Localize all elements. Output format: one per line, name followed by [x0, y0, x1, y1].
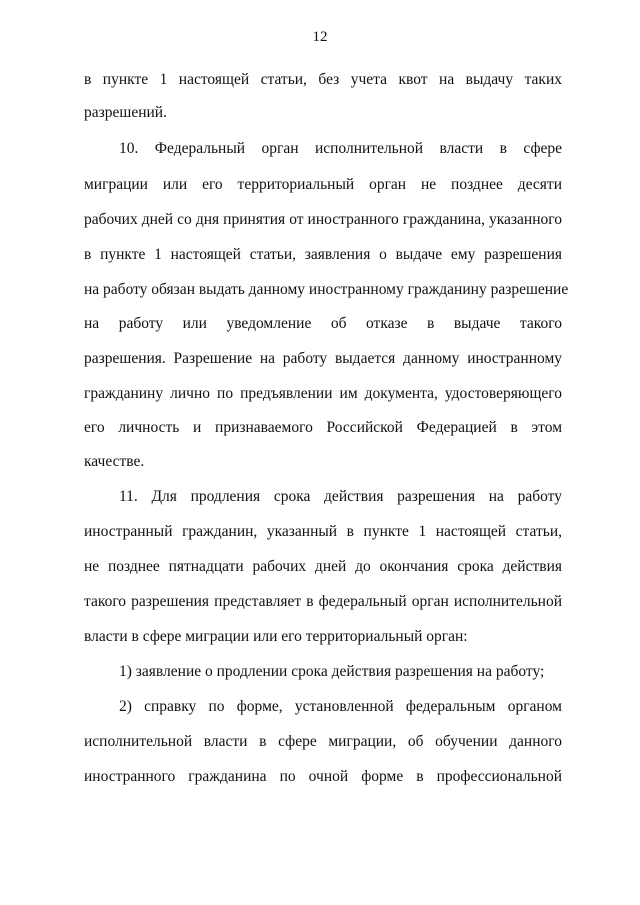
text-line: такого разрешения представляет в федеральный орган исполнительной: [84, 593, 562, 610]
text-line: качестве.: [84, 453, 145, 470]
text-line: исполнительной власти в сфере миграции, об обучении данного: [84, 733, 562, 750]
text-line: рабочих дней со дня принятия от иностранного гражданина, указанного: [84, 211, 562, 228]
text-line: иностранного гражданина по очной форме в профессиональной: [84, 768, 562, 785]
text-line: 1) заявление о продлении срока действия разрешения на работу;: [119, 663, 545, 680]
text-line: иностранный гражданин, указанный в пункте 1 настоящей статьи,: [84, 523, 562, 540]
text-line: власти в сфере миграции или его территориальный орган:: [84, 628, 468, 645]
text-line: миграции или его территориальный орган не позднее десяти: [84, 176, 562, 193]
text-line: 10. Федеральный орган исполнительной власти в сфере: [119, 140, 562, 157]
text-line: на работу обязан выдать данному иностранному гражданину разрешение: [84, 281, 569, 298]
text-line: 2) справку по форме, установленной федеральным органом: [119, 698, 562, 715]
text-line: 11. Для продления срока действия разрешения на работу: [119, 488, 562, 505]
page-number: 12: [312, 29, 328, 45]
text-line: в пункте 1 настоящей статьи, заявления о выдаче ему разрешения: [84, 246, 562, 263]
text-line: в пункте 1 настоящей статьи, без учета квот на выдачу таких: [84, 71, 562, 88]
text-line: гражданину лично по предъявлении им документа, удостоверяющего: [84, 385, 562, 402]
text-line: разрешений.: [84, 104, 167, 121]
text-line: не позднее пятнадцати рабочих дней до окончания срока действия: [84, 558, 562, 575]
text-line: на работу или уведомление об отказе в выдаче такого: [84, 315, 562, 332]
text-line: его личность и признаваемого Российской Федерацией в этом: [84, 419, 562, 436]
text-line: разрешения. Разрешение на работу выдается данному иностранному: [84, 350, 562, 367]
